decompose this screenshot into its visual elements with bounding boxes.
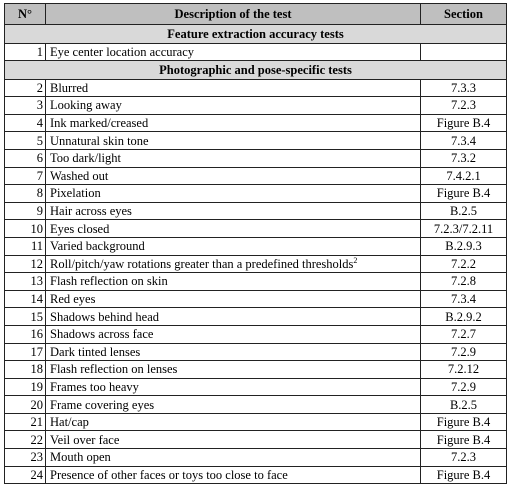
table-row (5, 97, 507, 115)
row-section: 7.2.9 (421, 378, 507, 396)
row-number: 19 (5, 378, 46, 396)
table-row (5, 79, 507, 97)
row-section: Figure B.4 (421, 185, 507, 203)
row-section: Figure B.4 (421, 466, 507, 484)
row-number: 20 (5, 396, 46, 414)
row-section: 7.2.3 (421, 97, 507, 115)
row-description (46, 466, 421, 484)
row-number: 13 (5, 273, 46, 291)
row-number: 2 (5, 79, 46, 97)
table-row (5, 273, 507, 291)
row-description (46, 185, 421, 203)
row-number: 12 (5, 255, 46, 273)
row-number: 23 (5, 449, 46, 467)
row-description-text: Frames too heavy (50, 379, 139, 394)
row-description-text: Shadows across face (50, 327, 154, 342)
table-row (5, 343, 507, 361)
table-row (5, 185, 507, 203)
row-description (46, 290, 421, 308)
row-section: 7.2.7 (421, 325, 507, 343)
row-section: 7.2.3 (421, 449, 507, 467)
row-number: 14 (5, 290, 46, 308)
group-title: Feature extraction accuracy tests (5, 25, 507, 44)
row-section: B.2.9.3 (421, 237, 507, 255)
row-description-text: Hair across eyes (50, 204, 132, 219)
table-row (5, 202, 507, 220)
row-description (46, 431, 421, 449)
group-title: Photographic and pose-specific tests (5, 61, 507, 80)
row-description (46, 343, 421, 361)
row-description (46, 361, 421, 379)
row-description (46, 325, 421, 343)
row-section: B.2.5 (421, 202, 507, 220)
row-section: 7.3.4 (421, 132, 507, 150)
row-number: 22 (5, 431, 46, 449)
row-description-text: Varied background (50, 239, 145, 254)
row-description-text: Shadows behind head (50, 309, 160, 324)
row-section (421, 43, 507, 61)
table-row (5, 308, 507, 326)
row-description (46, 378, 421, 396)
row-description-text: Hat/cap (50, 415, 89, 430)
row-description (46, 132, 421, 150)
row-section: 7.2.9 (421, 343, 507, 361)
table-row (5, 43, 507, 61)
row-description (46, 97, 421, 115)
table-row (5, 466, 507, 484)
footnote-marker: 2 (353, 255, 358, 265)
table-row (5, 431, 507, 449)
row-description-text: Presence of other faces or toys too close to face (50, 467, 288, 482)
table-row (5, 149, 507, 167)
row-description-text: Flash reflection on lenses (50, 362, 178, 377)
row-number: 11 (5, 237, 46, 255)
row-number: 3 (5, 97, 46, 115)
header-section: Section (421, 4, 507, 25)
row-number: 9 (5, 202, 46, 220)
tests-table-container (4, 3, 506, 484)
row-description-text: Red eyes (50, 292, 96, 307)
row-description-text: Too dark/light (50, 151, 121, 166)
row-description (46, 308, 421, 326)
row-description (46, 220, 421, 238)
table-row (5, 255, 507, 273)
row-description (46, 149, 421, 167)
row-section: 7.3.4 (421, 290, 507, 308)
row-description (46, 255, 421, 273)
row-description (46, 413, 421, 431)
row-section: 7.2.3/7.2.11 (421, 220, 507, 238)
row-section: 7.3.3 (421, 79, 507, 97)
row-description: Eye center location accuracy (46, 43, 421, 61)
row-number: 17 (5, 343, 46, 361)
table-row (5, 449, 507, 467)
header-number: N° (5, 4, 46, 25)
table-row (5, 290, 507, 308)
row-section: 7.4.2.1 (421, 167, 507, 185)
row-description-text: Looking away (50, 98, 122, 113)
row-number: 18 (5, 361, 46, 379)
row-section: B.2.5 (421, 396, 507, 414)
table-row (5, 167, 507, 185)
row-number: 16 (5, 325, 46, 343)
row-number: 15 (5, 308, 46, 326)
table-row (5, 237, 507, 255)
row-section: 7.3.2 (421, 149, 507, 167)
table-row (5, 413, 507, 431)
row-description-text: Eyes closed (50, 221, 110, 236)
row-description-text: Blurred (50, 80, 89, 95)
row-section: Figure B.4 (421, 114, 507, 132)
row-description-text: Roll/pitch/yaw rotations greater than a predefined thresholds (50, 256, 354, 271)
row-number: 8 (5, 185, 46, 203)
tests-table (4, 3, 507, 484)
table-row (5, 361, 507, 379)
table-row (5, 325, 507, 343)
row-description (46, 237, 421, 255)
row-description-text: Washed out (50, 168, 109, 183)
row-description-text: Veil over face (50, 432, 120, 447)
row-section: 7.2.8 (421, 273, 507, 291)
header-description: Description of the test (46, 4, 421, 25)
row-description (46, 449, 421, 467)
row-description-text: Frame covering eyes (50, 397, 155, 412)
row-number: 1 (5, 43, 46, 61)
row-description-text: Ink marked/creased (50, 116, 149, 131)
group-row-feature-extraction (5, 25, 507, 44)
row-description-text: Pixelation (50, 186, 101, 201)
table-row (5, 396, 507, 414)
row-number: 7 (5, 167, 46, 185)
row-number: 6 (5, 149, 46, 167)
row-description-text: Mouth open (50, 450, 111, 465)
table-row (5, 220, 507, 238)
row-description (46, 396, 421, 414)
row-number: 4 (5, 114, 46, 132)
header-row (5, 4, 507, 25)
row-section: Figure B.4 (421, 431, 507, 449)
row-description (46, 273, 421, 291)
row-number: 10 (5, 220, 46, 238)
row-description-text: Unnatural skin tone (50, 133, 149, 148)
table-row (5, 378, 507, 396)
row-section: B.2.9.2 (421, 308, 507, 326)
row-description (46, 79, 421, 97)
row-number: 24 (5, 466, 46, 484)
row-description-text: Flash reflection on skin (50, 274, 168, 289)
row-description-text: Dark tinted lenses (50, 344, 141, 359)
row-number: 21 (5, 413, 46, 431)
row-section: 7.2.2 (421, 255, 507, 273)
row-section: 7.2.12 (421, 361, 507, 379)
table-row (5, 114, 507, 132)
row-description (46, 114, 421, 132)
row-section: Figure B.4 (421, 413, 507, 431)
row-number: 5 (5, 132, 46, 150)
row-description (46, 202, 421, 220)
table-row (5, 132, 507, 150)
group-row-photographic (5, 61, 507, 80)
row-description (46, 167, 421, 185)
